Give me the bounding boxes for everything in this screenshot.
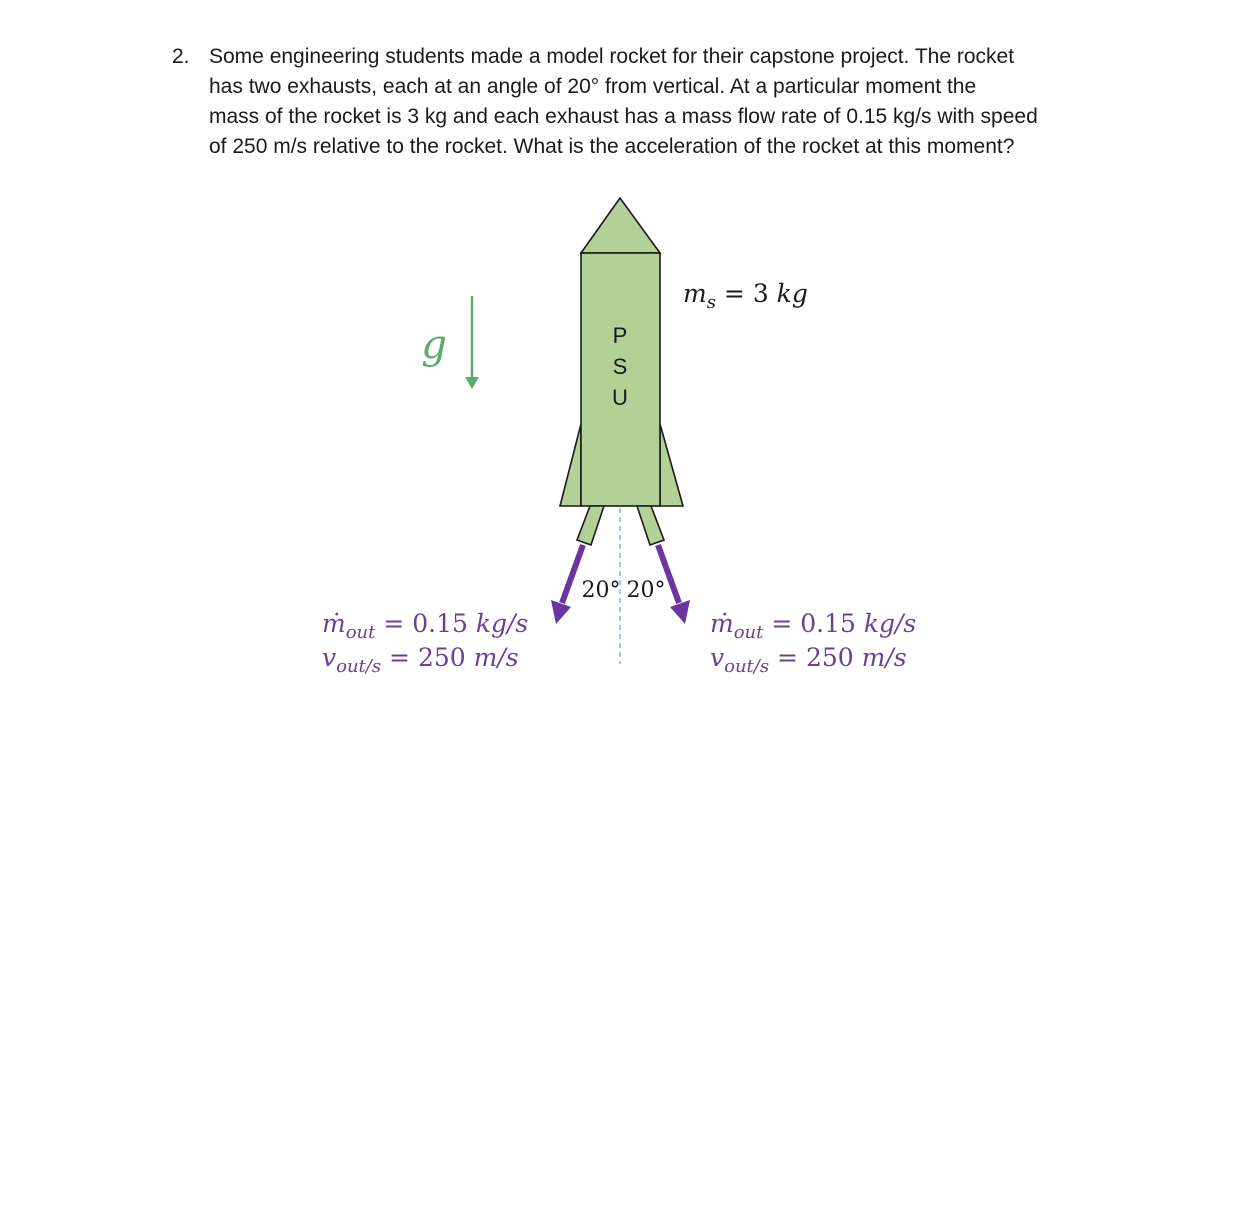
right-mass-flow-label [710,609,916,643]
rocket-letter: U [612,385,628,410]
gravity-indicator [421,296,479,389]
speed-symbol: v [710,643,725,672]
speed-value: 250 [417,643,466,672]
mass-flow-value: 0.15 [412,609,468,638]
mass-symbol: m [683,279,707,308]
problem-line: of 250 m/s relative to the rocket. What is the acceleration of the rocket at this moment? [209,135,1015,158]
left-exhaust-arrow-shaft [562,545,583,603]
problem-line: mass of the rocket is 3 kg and each exhaust has a mass flow rate of 0.15 kg/s with speed [209,105,1038,128]
rocket-right-fin [660,424,683,506]
gravity-arrow-head [465,377,479,389]
mass-unit: kg [776,279,808,308]
speed-unit: m/s [473,643,519,672]
mass-flow-equals: = [763,609,801,638]
speed-subscript: out/s [724,656,770,677]
rocket-body [581,253,660,506]
right-exhaust-nozzle [637,506,664,545]
problem-line: has two exhausts, each at an angle of 20° from vertical. At a particular moment the [209,75,977,98]
speed-unit: m/s [861,643,907,672]
mass-equals: = [715,279,753,308]
rocket-mass-label [683,279,808,313]
rocket-nose-cone [581,198,660,253]
right-exhaust-arrow-head [670,600,690,624]
gravity-symbol: g [421,322,447,368]
rocket-letter: S [612,354,628,379]
speed-equals: = [769,643,806,672]
mass-flow-subscript: out [345,622,376,643]
rocket-letter: P [612,323,628,348]
speed-equals: = [381,643,418,672]
mass-flow-unit: kg/s [863,609,917,638]
problem-number: 2. [172,45,190,68]
mass-flow-subscript: out [733,622,764,643]
left-angle-label: 20° [581,578,621,603]
left-exhaust-nozzle [577,506,604,545]
right-exhaust-speed-label [710,643,907,677]
speed-value: 250 [805,643,854,672]
speed-subscript: out/s [336,656,382,677]
left-exhaust-arrow-head [551,600,571,624]
mass-flow-unit: kg/s [475,609,529,638]
mass-value: 3 [752,279,769,308]
mass-flow-symbol: ṁ [322,609,346,638]
rocket [560,198,683,545]
speed-symbol: v [322,643,337,672]
mass-flow-value: 0.15 [800,609,856,638]
right-angle-label: 20° [626,578,666,603]
left-exhaust-arrow [551,545,583,624]
mass-flow-symbol: ṁ [710,609,734,638]
left-exhaust-speed-label [322,643,519,677]
problem-line: Some engineering students made a model rocket for their capstone project. The rocket [209,45,1015,68]
left-mass-flow-label [322,609,528,643]
rocket-left-fin [560,424,581,506]
mass-subscript: s [706,292,716,313]
mass-flow-equals: = [375,609,413,638]
